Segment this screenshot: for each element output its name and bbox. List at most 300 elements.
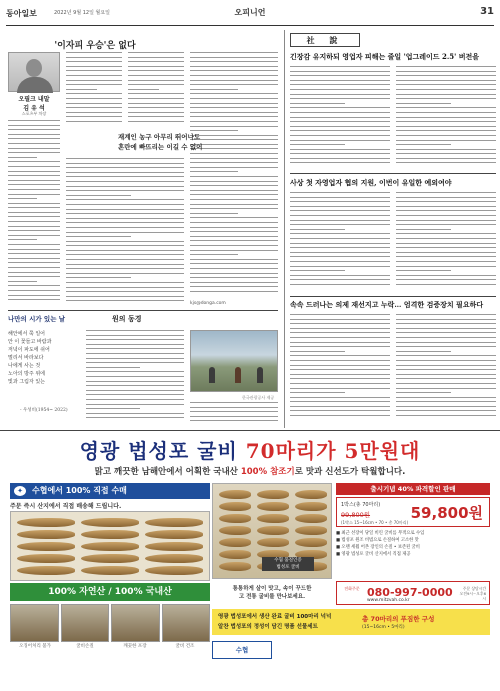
fish-shape bbox=[81, 518, 139, 527]
feature-item: ■ 영광 법성포 굴비 산지에서 직접 제공 bbox=[336, 552, 411, 557]
process-caption: 굴비손질 bbox=[76, 644, 94, 649]
ad-headline-product: 영광 법성포 굴비 bbox=[79, 439, 238, 463]
text-line bbox=[290, 256, 390, 257]
fish-shape bbox=[81, 554, 139, 563]
text-line bbox=[8, 235, 60, 236]
text-line bbox=[190, 420, 278, 421]
section-title: 오피니언 bbox=[234, 8, 266, 17]
text-line bbox=[190, 112, 278, 113]
text-line bbox=[86, 344, 184, 345]
text-line bbox=[190, 286, 278, 287]
text-line bbox=[8, 253, 60, 254]
text-line bbox=[396, 126, 496, 127]
text-line bbox=[290, 374, 390, 375]
poem-commentary bbox=[86, 330, 184, 422]
text-line bbox=[190, 80, 278, 81]
fish-shape bbox=[219, 562, 251, 571]
text-line bbox=[290, 247, 390, 248]
text-line bbox=[86, 408, 140, 409]
text-line bbox=[128, 93, 184, 94]
ad-suhyup-banner bbox=[10, 483, 210, 499]
text-line bbox=[8, 125, 60, 126]
editorial-divider-2 bbox=[290, 296, 496, 297]
ad-discount-banner: 출시기념 40% 파격할인 판매 bbox=[336, 483, 490, 495]
quality-tag-line: 수협 품질인증 bbox=[274, 558, 302, 563]
text-line bbox=[8, 272, 60, 273]
editorial-divider-1 bbox=[290, 173, 496, 174]
text-line bbox=[8, 244, 60, 245]
text-line bbox=[8, 203, 60, 204]
text-line bbox=[290, 243, 390, 244]
text-line bbox=[66, 241, 184, 242]
text-line bbox=[8, 239, 37, 240]
ad-gift-strip bbox=[212, 609, 490, 635]
text-line bbox=[290, 84, 390, 85]
text-line bbox=[290, 284, 390, 285]
text-line bbox=[8, 221, 60, 222]
text-line bbox=[86, 335, 184, 336]
text-line bbox=[396, 229, 451, 230]
text-line bbox=[66, 70, 122, 71]
column-divider bbox=[284, 30, 285, 428]
text-line bbox=[290, 328, 390, 329]
text-line bbox=[128, 80, 184, 81]
text-line bbox=[190, 199, 278, 200]
text-line bbox=[190, 263, 278, 264]
text-line bbox=[396, 201, 496, 202]
text-line bbox=[8, 262, 60, 263]
fish-shape bbox=[257, 526, 289, 535]
text-line bbox=[290, 392, 345, 393]
column-body-a bbox=[8, 120, 60, 304]
poem-lines bbox=[8, 330, 80, 386]
ad-headline bbox=[0, 435, 500, 464]
text-line bbox=[190, 213, 238, 214]
gift-set-detail: (15~16cm • 5마리) bbox=[362, 625, 405, 630]
text-line bbox=[8, 166, 60, 167]
text-line bbox=[396, 415, 496, 416]
text-line bbox=[128, 112, 184, 113]
text-line bbox=[396, 206, 496, 207]
fish-shape bbox=[81, 566, 139, 575]
column-title: '이자피 우승'은 없다 bbox=[54, 41, 136, 51]
text-line bbox=[66, 227, 184, 228]
issue-date: 2022년 9월 12일 월요일 bbox=[54, 10, 111, 16]
text-line bbox=[190, 84, 278, 85]
text-line bbox=[396, 378, 496, 379]
text-line bbox=[190, 130, 238, 131]
process-caption: 오징어처리 불가 bbox=[19, 644, 51, 649]
text-line bbox=[8, 152, 60, 153]
text-line bbox=[290, 378, 390, 379]
text-line bbox=[290, 135, 390, 136]
text-line bbox=[396, 328, 496, 329]
text-line bbox=[190, 107, 278, 108]
ad-sub-text: 맑고 깨끗한 남해안에서 어획한 국내산 bbox=[94, 467, 241, 477]
fish-shape bbox=[17, 542, 75, 551]
text-line bbox=[290, 410, 390, 411]
column-body-e bbox=[66, 158, 184, 305]
text-line bbox=[396, 84, 496, 85]
text-line bbox=[290, 89, 390, 90]
fish-shape bbox=[219, 538, 251, 547]
text-line bbox=[396, 197, 496, 198]
text-line bbox=[66, 167, 184, 168]
fish-shape bbox=[145, 518, 203, 527]
text-line bbox=[8, 189, 60, 190]
text-line bbox=[66, 250, 184, 251]
text-line bbox=[396, 388, 496, 389]
text-line bbox=[190, 70, 278, 71]
text-line bbox=[8, 290, 60, 291]
text-line bbox=[290, 71, 390, 72]
text-line bbox=[396, 158, 496, 159]
cart-icon: ✦ bbox=[14, 486, 26, 496]
text-line bbox=[128, 107, 184, 108]
text-line bbox=[86, 376, 184, 377]
text-line bbox=[290, 360, 390, 361]
text-line bbox=[66, 84, 122, 85]
text-line bbox=[396, 252, 496, 253]
fish-shape bbox=[17, 530, 75, 539]
text-line bbox=[290, 238, 390, 239]
text-line bbox=[290, 275, 390, 276]
text-line bbox=[66, 75, 122, 76]
text-line bbox=[190, 52, 278, 53]
text-line bbox=[290, 233, 390, 234]
text-line bbox=[66, 300, 184, 301]
text-line bbox=[190, 282, 278, 283]
text-line bbox=[190, 411, 278, 412]
process-photo bbox=[162, 604, 211, 642]
pack-detail: (1박스 15~16cm • 70 • 총 70마리) bbox=[341, 520, 409, 525]
text-line bbox=[290, 266, 390, 267]
page-number: 31 bbox=[480, 6, 494, 17]
text-line bbox=[66, 268, 184, 269]
text-line bbox=[396, 121, 496, 122]
text-line bbox=[86, 330, 184, 331]
fish-shape bbox=[257, 502, 289, 511]
fish-shape bbox=[219, 550, 251, 559]
text-line bbox=[290, 229, 345, 230]
text-line bbox=[128, 66, 184, 67]
text-line bbox=[86, 371, 184, 372]
text-line bbox=[290, 192, 390, 193]
text-line bbox=[396, 346, 496, 347]
text-line bbox=[66, 254, 184, 255]
fish-shape bbox=[257, 538, 289, 547]
order-phone-number[interactable]: 080-997-0000 bbox=[367, 586, 453, 599]
order-website[interactable]: www.mitzvah.co.kr bbox=[367, 598, 410, 603]
fish-shape bbox=[295, 538, 327, 547]
text-line bbox=[8, 299, 60, 300]
text-line bbox=[66, 116, 122, 117]
text-line bbox=[66, 213, 184, 214]
ad-price-box bbox=[336, 497, 490, 527]
text-line bbox=[190, 93, 278, 94]
text-line bbox=[190, 204, 278, 205]
fish-shape bbox=[17, 518, 75, 527]
fish-shape bbox=[295, 514, 327, 523]
editorial-3-body-b bbox=[396, 314, 496, 420]
poem-commentary-2 bbox=[190, 402, 278, 425]
text-line bbox=[8, 148, 60, 149]
ad-quality-tag bbox=[262, 557, 314, 571]
text-line bbox=[396, 360, 496, 361]
text-line bbox=[190, 291, 278, 292]
text-line bbox=[66, 287, 184, 288]
text-line bbox=[86, 381, 184, 382]
old-price: 99,800원 bbox=[341, 511, 371, 519]
text-line bbox=[66, 296, 184, 297]
editorial-label: 社 說 bbox=[290, 33, 360, 47]
text-line bbox=[8, 216, 60, 217]
text-line bbox=[290, 149, 390, 150]
text-line bbox=[396, 332, 496, 333]
text-line bbox=[396, 365, 496, 366]
text-line bbox=[290, 117, 390, 118]
text-line bbox=[8, 230, 60, 231]
text-line bbox=[66, 52, 122, 53]
text-line bbox=[290, 103, 345, 104]
text-line bbox=[8, 129, 60, 130]
text-line bbox=[190, 254, 238, 255]
text-line bbox=[8, 212, 60, 213]
text-line bbox=[290, 66, 390, 67]
text-line bbox=[190, 167, 278, 168]
text-line bbox=[290, 406, 390, 407]
text-line bbox=[86, 348, 184, 349]
text-line bbox=[396, 342, 496, 343]
text-line bbox=[190, 277, 278, 278]
ad-banner-text: 수협에서 100% 직접 수매 bbox=[32, 486, 127, 495]
text-line bbox=[66, 181, 184, 182]
text-line bbox=[290, 130, 390, 131]
text-line bbox=[396, 107, 496, 108]
text-line bbox=[396, 238, 496, 239]
text-line bbox=[290, 98, 390, 99]
text-line bbox=[290, 153, 390, 154]
text-line bbox=[396, 192, 496, 193]
text-line bbox=[190, 240, 278, 241]
text-line bbox=[8, 207, 60, 208]
text-line bbox=[290, 337, 390, 338]
text-line bbox=[66, 121, 122, 122]
text-line bbox=[290, 162, 390, 163]
editorial-headline-3: 속속 드러나는 의제 재선지고 누락… 엄격한 검증장치 필요하다 bbox=[290, 300, 484, 309]
writer-role: 스포츠부 차장 bbox=[21, 111, 47, 116]
text-line bbox=[128, 116, 184, 117]
text-line bbox=[8, 276, 60, 277]
text-line bbox=[190, 273, 278, 274]
text-line bbox=[190, 231, 278, 232]
text-line bbox=[190, 402, 278, 403]
text-line bbox=[190, 236, 278, 237]
sale-price: 59,800원 bbox=[410, 504, 483, 522]
text-line bbox=[8, 194, 60, 195]
text-line bbox=[66, 176, 184, 177]
text-line bbox=[290, 351, 345, 352]
text-line bbox=[66, 66, 122, 67]
ad-middle-copy bbox=[212, 585, 332, 601]
text-line bbox=[8, 175, 60, 176]
text-line bbox=[396, 279, 496, 280]
text-line bbox=[66, 158, 184, 159]
text-line bbox=[86, 390, 184, 391]
text-line bbox=[8, 134, 60, 135]
text-line bbox=[66, 277, 131, 278]
fish-shape bbox=[145, 566, 203, 575]
text-line bbox=[290, 369, 390, 370]
text-line bbox=[290, 121, 390, 122]
text-line bbox=[290, 319, 390, 320]
ad-headline-offer: 70마리가 5만원대 bbox=[245, 439, 421, 463]
gift-set-size: 총 70마리의 푸짐한 구성 bbox=[362, 615, 435, 623]
fish-shape bbox=[145, 542, 203, 551]
text-line bbox=[290, 107, 390, 108]
text-line bbox=[190, 153, 278, 154]
text-line bbox=[86, 385, 184, 386]
text-line bbox=[396, 94, 496, 95]
text-line bbox=[66, 282, 184, 283]
text-line bbox=[66, 172, 184, 173]
text-line bbox=[396, 406, 496, 407]
text-line bbox=[396, 66, 496, 67]
text-line bbox=[396, 80, 496, 81]
text-line bbox=[128, 52, 184, 53]
fish-shape bbox=[219, 502, 251, 511]
text-line bbox=[66, 98, 122, 99]
text-line bbox=[396, 98, 496, 99]
text-line bbox=[396, 220, 496, 221]
text-line bbox=[8, 157, 37, 158]
text-line bbox=[190, 121, 278, 122]
text-line bbox=[396, 103, 451, 104]
text-line bbox=[66, 57, 122, 58]
text-line bbox=[190, 245, 278, 246]
text-line bbox=[86, 404, 184, 405]
process-photo bbox=[111, 604, 160, 642]
text-line bbox=[290, 94, 390, 95]
ad-sub-text-end: 로 맛과 신선도가 탁월합니다. bbox=[294, 467, 406, 477]
text-line bbox=[86, 339, 184, 340]
feature-item: ■ 오랜 세월 어촌 장인의 손질 • 보존된 굴비 bbox=[336, 545, 420, 550]
editorial-headline-1: 긴장감 유지하되 영업자 피해는 줄일 '업그레이드 2.5' 버전을 bbox=[290, 52, 480, 61]
text-line bbox=[396, 337, 496, 338]
text-line bbox=[190, 407, 278, 408]
text-line bbox=[290, 388, 390, 389]
fish-shape bbox=[81, 542, 139, 551]
text-line bbox=[190, 181, 278, 182]
text-line bbox=[190, 158, 278, 159]
ad-subheadline bbox=[0, 465, 500, 477]
text-line bbox=[290, 365, 390, 366]
editorial-2-body-a bbox=[290, 192, 390, 288]
feature-item: ■ 최근 선장이 당일 비린 굴비를 무적으로 수입 bbox=[336, 531, 425, 536]
text-line bbox=[396, 135, 496, 136]
text-line bbox=[396, 112, 496, 113]
text-line bbox=[290, 126, 390, 127]
text-line bbox=[66, 209, 184, 210]
fish-shape bbox=[295, 502, 327, 511]
text-line bbox=[86, 358, 184, 359]
text-line bbox=[396, 130, 496, 131]
order-hours: 주문 상담시간 오전9시~오후6시 bbox=[459, 586, 486, 601]
text-line bbox=[190, 185, 278, 186]
text-line bbox=[290, 75, 390, 76]
text-line bbox=[290, 314, 390, 315]
fish-shape bbox=[219, 490, 251, 499]
text-line bbox=[290, 210, 390, 211]
text-line bbox=[396, 224, 496, 225]
text-line bbox=[66, 107, 122, 108]
poem-line: 노아의 방주 위에 bbox=[8, 371, 45, 377]
text-line bbox=[290, 332, 390, 333]
text-line bbox=[290, 252, 390, 253]
newspaper-name: 동아일보 bbox=[6, 9, 37, 18]
text-line bbox=[396, 153, 496, 154]
text-line bbox=[8, 258, 60, 259]
fish-shape bbox=[219, 514, 251, 523]
poem-line: 나에게 사는 것 bbox=[8, 363, 41, 369]
text-line bbox=[190, 176, 278, 177]
text-line bbox=[190, 89, 238, 90]
column-series-name: 오필크 내말 bbox=[18, 96, 50, 103]
fish-shape bbox=[295, 490, 327, 499]
text-line bbox=[8, 198, 37, 199]
fish-shape bbox=[257, 490, 289, 499]
text-line bbox=[66, 204, 184, 205]
text-line bbox=[396, 397, 496, 398]
text-line bbox=[396, 144, 451, 145]
text-line bbox=[86, 417, 184, 418]
text-line bbox=[86, 413, 184, 414]
text-line bbox=[86, 362, 184, 363]
pack-label: 1박스(총 70마리) bbox=[341, 502, 381, 508]
process-caption: 굴비 건조 bbox=[175, 644, 195, 649]
text-line bbox=[396, 392, 451, 393]
text-line bbox=[190, 171, 238, 172]
text-line bbox=[396, 351, 451, 352]
photo-caption: 한국관광공사 제공 bbox=[242, 395, 275, 400]
text-line bbox=[290, 401, 390, 402]
text-line bbox=[396, 71, 496, 72]
text-line bbox=[396, 319, 496, 320]
text-line bbox=[128, 98, 184, 99]
text-line bbox=[396, 323, 496, 324]
text-line bbox=[290, 144, 345, 145]
text-line bbox=[190, 208, 278, 209]
text-line bbox=[128, 57, 184, 58]
process-photo bbox=[61, 604, 110, 642]
text-line bbox=[290, 197, 390, 198]
ad-middle-line: 고 전통 굴비를 만나보세요. bbox=[238, 594, 306, 600]
text-line bbox=[290, 80, 390, 81]
text-line bbox=[396, 266, 496, 267]
poem-line: 빛과 그림자 있는 bbox=[8, 379, 45, 385]
text-line bbox=[8, 180, 60, 181]
suhyup-logo: 수협 bbox=[212, 641, 272, 659]
text-line bbox=[66, 80, 122, 81]
text-line bbox=[396, 383, 496, 384]
writer-email: kjs@donga.com bbox=[190, 301, 226, 306]
text-line bbox=[290, 220, 390, 221]
poem-photo bbox=[190, 330, 278, 392]
text-line bbox=[396, 256, 496, 257]
text-line bbox=[396, 149, 496, 150]
text-line bbox=[66, 190, 184, 191]
text-line bbox=[190, 259, 278, 260]
